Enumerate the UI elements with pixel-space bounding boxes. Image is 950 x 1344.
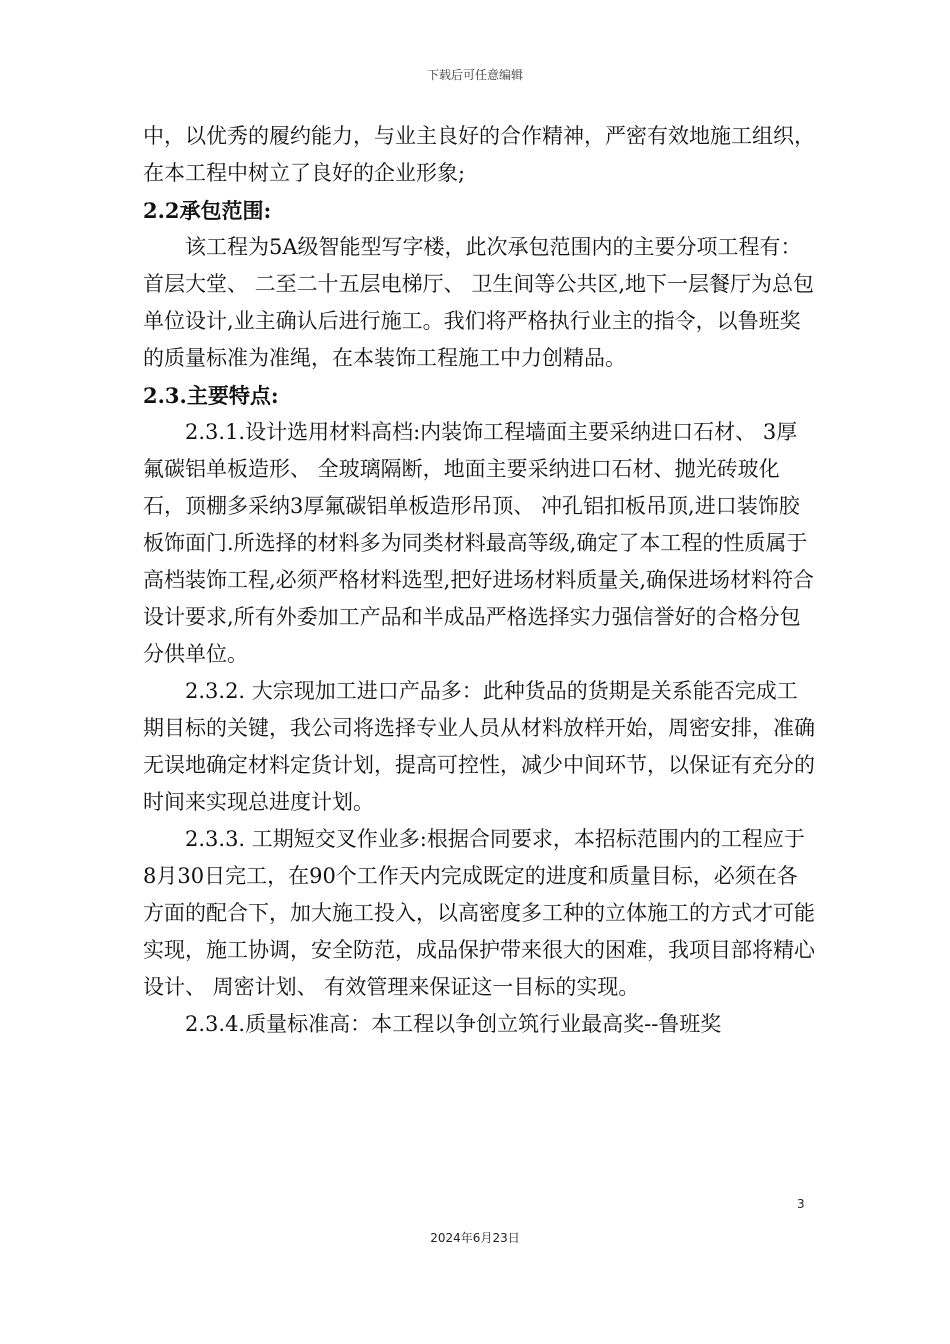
- section-heading-main-features: 2.3.主要特点:: [143, 383, 279, 408]
- footer-date: 2024年6月23日: [430, 1231, 520, 1245]
- page-number: 3: [797, 1197, 805, 1211]
- paragraph-feature-schedule: 2.3.3. 工期短交叉作业多:根据合同要求，本招标范围内的工程应于8月30日完工，在90个工作天内完成既定的进度和质量目标，必须在各方面的配合下，加大施工投入，以高密度多工种的立体施工的方式才可能实现，施工协调，安全防范，成品保护带来很大的困难，我项目部将精心设计、 周密计划、 有效管理来保证这一目标的实现。: [143, 827, 815, 999]
- section-heading-contract-scope: 2.2承包范围:: [143, 198, 272, 223]
- paragraph-contract-scope: 该工程为5A级智能型写字楼，此次承包范围内的主要分项工程有：首层大堂、 二至二十五层电梯厅、 卫生间等公共区,地下一层餐厅为总包单位设计,业主确认后进行施工。我们将严格执行业主的指令，以鲁班奖的质量标准为准绳，在本装饰工程施工中力创精品。: [143, 235, 815, 370]
- page-header: 下载后可任意编辑: [426, 68, 523, 82]
- paragraph-feature-materials: 2.3.1.设计选用材料高档:内装饰工程墙面主要采纳进口石材、 3厚氟碳铝单板造形、 全玻璃隔断，地面主要采纳进口石材、抛光砖玻化石，顶棚多采纳3厚氟碳铝单板造形吊顶、 冲孔铝扣板吊顶,进口装饰胶板饰面门.所选择的材料多为同类材料最高等级,确定了本工程的性质属于高档装饰工程,必须严格材料选型,把好进场材料质量关,确保进场材料符合设计要求,所有外委加工产品和半成品严格选择实力强信誉好的合格分包分供单位。: [143, 420, 815, 666]
- paragraph-continuation: 中，以优秀的履约能力，与业主良好的合作精神，严密有效地施工组织，在本工程中树立了良好的企业形象;: [143, 124, 815, 185]
- paragraph-feature-imports: 2.3.2. 大宗现加工进口产品多：此种货品的货期是关系能否完成工期目标的关键，我公司将选择专业人员从材料放样开始，周密安排，准确无误地确定材料定货计划，提高可控性，减少中间环节，以保证有充分的时间来实现总进度计划。: [143, 679, 815, 814]
- paragraph-feature-quality: 2.3.4.质量标准高：本工程以争创立筑行业最高奖--鲁班奖: [185, 1012, 722, 1036]
- document-body: [143, 118, 815, 1043]
